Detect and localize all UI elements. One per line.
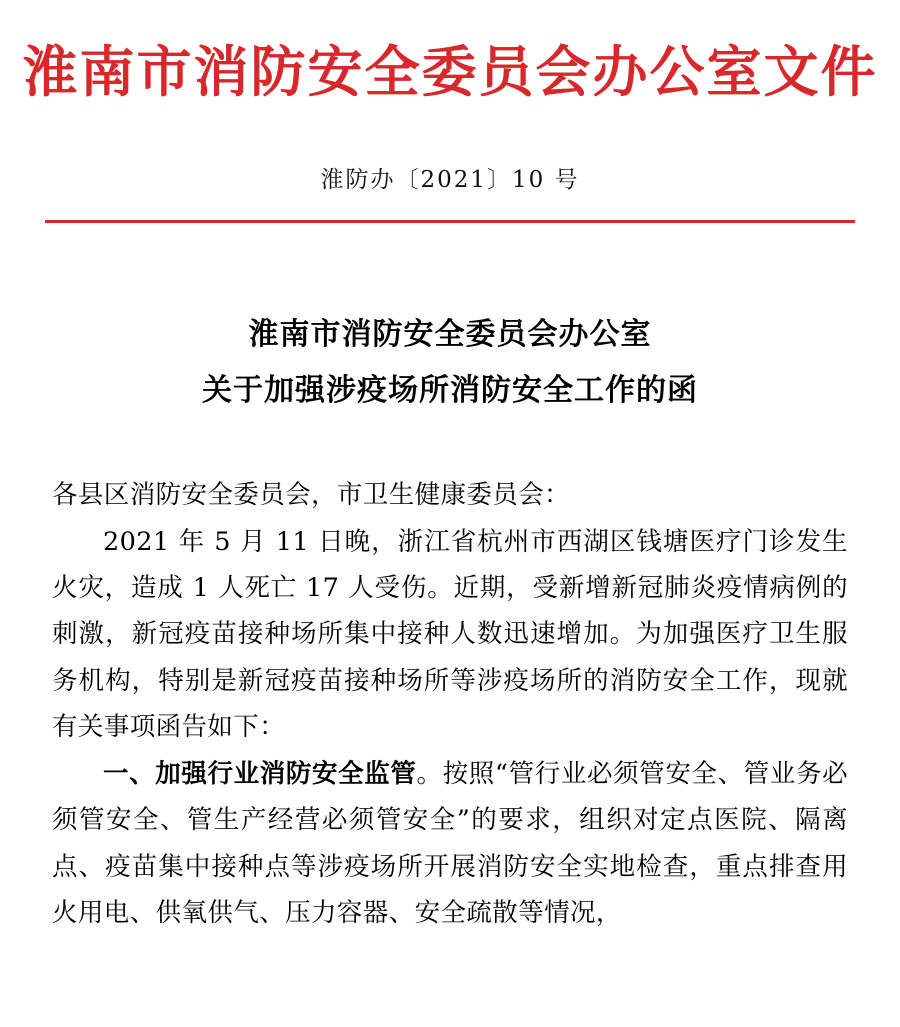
document-body: [52, 472, 848, 936]
letterhead: [0, 0, 900, 103]
document-title-line-1: 淮南市消防安全委员会办公室: [248, 317, 652, 353]
body-paragraph-2-text: 。按照“管行业必须管安全、管业务必须管安全、管生产经营必须管安全”的要求，组织对定点医院、隔离点、疫苗集中接种点等涉疫场所开展消防安全实地检查，重点排查用火用电、供氧供气、压力容器、安全疏散等情况，: [52, 758, 848, 928]
document-title: [0, 307, 900, 418]
body-paragraph-2: [52, 751, 848, 937]
issuing-authority-masthead: 淮南市消防安全委员会办公室文件: [22, 39, 878, 104]
body-paragraph-2-heading: 一、加强行业消防安全监管: [103, 758, 417, 789]
document-number: 淮防办〔2021〕10 号: [320, 167, 580, 194]
red-horizontal-rule: [45, 220, 855, 223]
document-title-line-2: 关于加强涉疫场所消防安全工作的函: [202, 372, 698, 408]
salutation: 各县区消防安全委员会，市卫生健康委员会：: [52, 480, 571, 511]
body-paragraph-1: 2021 年 5 月 11 日晚，浙江省杭州市西湖区钱塘医疗门诊发生火灾，造成 1 人死亡 17 人受伤。近期，受新增新冠肺炎疫情病例的刺激，新冠疫苗接种场所集中接种人数迅速增加。为加强医疗卫生服务机构，特别是新冠疫苗接种场所等涉疫场所的消防安全工作，现就有关事项函告如下：: [52, 526, 848, 743]
